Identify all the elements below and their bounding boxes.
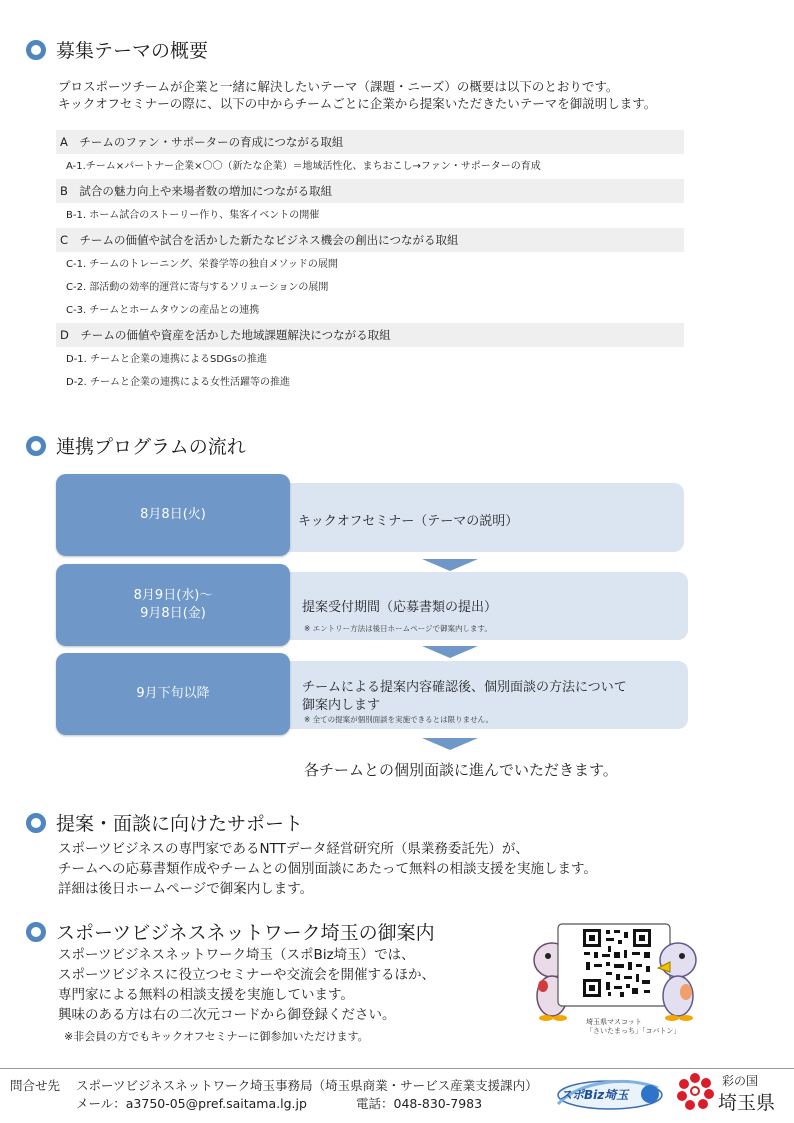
- theme-category-row: C チームの価値や試合を活かした新たなビジネス機会の創出につながる取組: [56, 228, 684, 252]
- mascot-illustration: [528, 922, 702, 1022]
- theme-category-row: D チームの価値や資産を活かした地域課題解決につながる取組: [56, 323, 684, 347]
- saitama-emblem-icon: [676, 1072, 714, 1112]
- section-heading-themes: [26, 36, 208, 63]
- mascot-caption-line: 埼玉県マスコット: [586, 1018, 642, 1026]
- theme-item-row: D-2. チームと企業の連携による女性活躍等の推進: [66, 377, 291, 388]
- section-title: 連携プログラムの流れ: [56, 436, 246, 458]
- theme-item-row: C-1. チームのトレーニング、栄養学等の独自メソッドの展開: [66, 259, 338, 270]
- footer-email: メール：a3750-05@pref.saitama.lg.jp: [76, 1096, 307, 1111]
- network-text-line: スポーツビジネスに役立つセミナーや交流会を開催するほか、: [58, 967, 436, 983]
- step-note: ※ エントリー方法は後日ホームページで御案内します。: [304, 624, 492, 633]
- bullet-ring-icon: [26, 922, 46, 942]
- intro-line: プロスポーツチームが企業と一緒に解決したいテーマ（課題・ニーズ）の概要は以下のとおりです。: [58, 79, 619, 94]
- saitama-emblem-mark: [676, 1072, 714, 1112]
- support-text-line: 詳細は後日ホームページで御案内します。: [58, 881, 314, 897]
- step-description-line: 御案内します: [302, 698, 381, 713]
- spobiz-logo-text: スポBiz埼玉: [560, 1088, 629, 1102]
- theme-item-row: B-1. ホーム試合のストーリー作り、集客イベントの開催: [66, 210, 320, 221]
- section-heading-flow: [26, 432, 246, 459]
- network-note: ※非会員の方でもキックオフセミナーに御参加いただけます。: [64, 1030, 369, 1043]
- section-heading-network: [26, 918, 435, 945]
- down-arrow-icon: [422, 559, 478, 571]
- step-date-box: [56, 653, 290, 735]
- down-arrow-icon: [422, 646, 478, 658]
- step-note: ※ 全ての提案が個別面談を実施できるとは限りません。: [304, 715, 494, 724]
- intro-line: キックオフセミナーの際に、以下の中からチームごとに企業から提案いただきたいテーマを御説明します。: [58, 96, 657, 111]
- step-date: 8月8日(火): [140, 507, 206, 522]
- section-title: 提案・面談に向けたサポート: [56, 813, 304, 835]
- theme-item-row: D-1. チームと企業の連携によるSDGsの推進: [66, 354, 268, 365]
- step-date-line: 9月8日(金): [140, 606, 206, 621]
- network-text-line: 興味のある方は右の二次元コードから御登録ください。: [58, 1007, 396, 1023]
- theme-item-row: A-1.チーム×パートナー企業×〇〇（新たな企業）＝地域活性化、まちおこし→ファン・サポーターの育成: [66, 161, 541, 172]
- section-title: 募集テーマの概要: [56, 40, 209, 62]
- step-date: 9月下旬以降: [136, 686, 210, 701]
- spobiz-logo: [550, 1074, 664, 1112]
- step-date-line: 8月9日(水)～: [133, 588, 213, 603]
- network-text-line: スポーツビジネスネットワーク埼玉（スポBiz埼玉）では、: [58, 947, 415, 963]
- bullet-ring-icon: [26, 813, 46, 833]
- support-text-line: チームへの応募書類作成やチームとの個別面談にあたって無料の相談支援を実施します。: [58, 861, 597, 877]
- step-description-line: チームによる提案内容確認後、個別面談の方法について: [302, 680, 627, 695]
- section-title: スポーツビジネスネットワーク埼玉の御案内: [56, 922, 435, 944]
- theme-category-row: A チームのファン・サポーターの育成につながる取組: [56, 130, 684, 154]
- footer-divider: [0, 1068, 794, 1069]
- footer-org: スポーツビジネスネットワーク埼玉事務局（埼玉県商業・サービス産業支援課内）: [76, 1078, 538, 1093]
- mascot-caption: [586, 1018, 680, 1036]
- step-date-box: [56, 564, 290, 646]
- mascot-qr-illustration: [528, 922, 702, 1022]
- down-arrow-icon: [422, 738, 478, 750]
- mascot-caption-line: 「さいたまっち」「コバトン」: [586, 1027, 681, 1035]
- footer-phone: 電話：048-830-7983: [356, 1096, 483, 1111]
- network-text-line: 専門家による無料の相談支援を実施しています。: [58, 987, 354, 1003]
- step-date-box: [56, 474, 290, 556]
- bullet-ring-icon: [26, 40, 46, 60]
- support-text-line: スポーツビジネスの専門家であるNTTデータ経営研究所（県業務委託先）が、: [58, 841, 529, 857]
- theme-category-row: B 試合の魅力向上や来場者数の増加につながる取組: [56, 179, 684, 203]
- pref-small-label: 彩の国: [722, 1074, 759, 1088]
- flow-final-text: 各チームとの個別面談に進んでいただきます。: [304, 761, 618, 779]
- bullet-ring-icon: [26, 436, 46, 456]
- step-description: キックオフセミナー（テーマの説明）: [298, 514, 519, 529]
- step-description: 提案受付期間（応募書類の提出）: [302, 600, 498, 615]
- theme-item-row: C-2. 部活動の効率的運営に寄与するソリューションの展開: [66, 282, 329, 293]
- section-heading-support: [26, 809, 303, 836]
- footer-label: 問合せ先: [10, 1078, 61, 1093]
- theme-item-row: C-3. チームとホームタウンの産品との連携: [66, 305, 260, 316]
- pref-name-label: 埼玉県: [718, 1092, 776, 1114]
